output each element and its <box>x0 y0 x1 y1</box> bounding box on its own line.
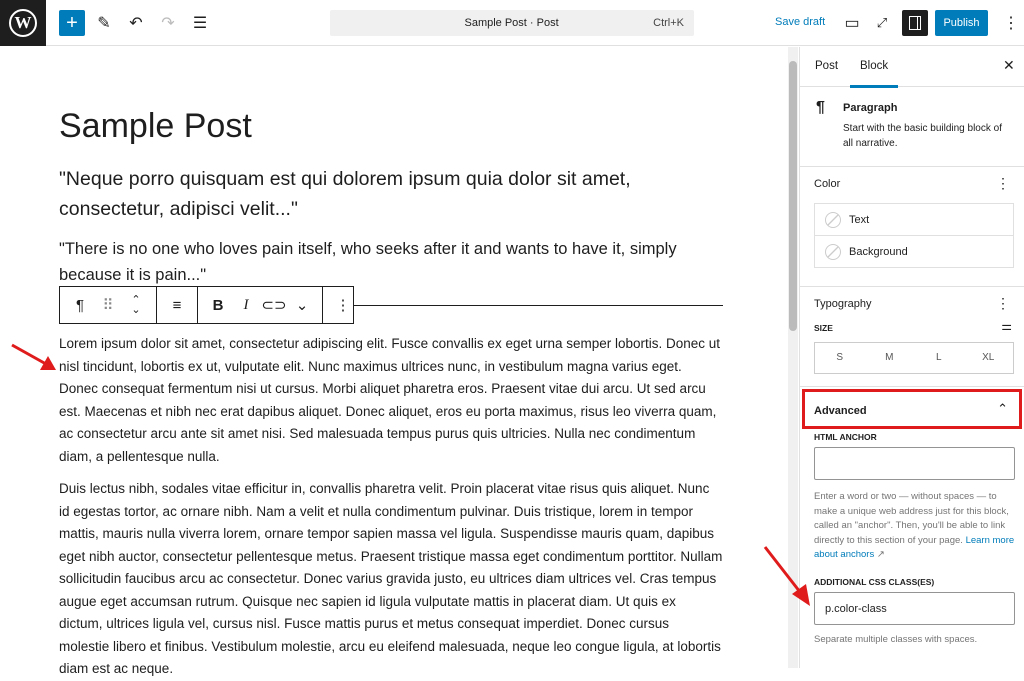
publish-button[interactable]: Publish <box>935 10 988 36</box>
move-up-down-icon[interactable]: ⌃ ⌄ <box>131 294 141 316</box>
size-label: SIZE <box>814 323 833 333</box>
shortcut-hint: Ctrl+K <box>653 17 684 29</box>
anchor-help-text: Enter a word or two — without spaces — to make a unique web address just for this block, called an "anchor". Then, you'll be able to link directly to this section of your page. Learn more about anchors ↗ <box>814 491 1015 560</box>
tab-block[interactable]: Block <box>860 60 889 72</box>
paragraph-block-icon: ¶ <box>816 99 825 116</box>
settings-toggle-button[interactable] <box>902 10 928 36</box>
bold-icon[interactable]: B <box>212 296 224 314</box>
close-icon[interactable]: ✕ <box>1003 57 1015 73</box>
css-class-input[interactable]: p.color-class <box>814 592 1015 625</box>
post-title[interactable]: Sample Post <box>59 107 252 145</box>
more-options-icon[interactable]: ⋮ <box>1003 15 1019 32</box>
html-anchor-input[interactable] <box>814 447 1015 480</box>
pen-tool-icon[interactable]: ✎ <box>97 15 111 32</box>
selected-paragraph[interactable]: Lorem ipsum dolor sit amet, consectetur adipiscing elit. Fusce convallis ex eget urna semper lobortis. Donec ut nisl tincidunt, lobortis ex ut, vulputate elit. Nunc maximus ultrices nunc, in vestibulum magna varius eget. Donec consequat fermentum nisi ut cursus. Morbi aliquet pharetra eros. Praesent vitae dui arcu. Ut sed arcu est. Maecenas et nibh nec erat dapibus aliquet. Donec aliquet, eros eu porta maximus, risus leo viverra quam, ac consectetur arcu ante sit amet nisi. Sed malesuada tempus purus quis ultricies. Nulla nec condimentum diam, a pellentesque nulla. <box>59 336 721 464</box>
top-toolbar <box>0 0 1024 46</box>
add-block-button[interactable]: + <box>59 10 85 36</box>
block-toolbar <box>59 286 354 324</box>
wordpress-logo-button[interactable] <box>0 0 46 46</box>
italic-icon[interactable]: I <box>243 296 249 313</box>
sidebar-icon <box>909 16 921 30</box>
typography-panel-title: Typography <box>814 298 872 310</box>
chevron-down-icon[interactable]: ⌄ <box>295 297 309 314</box>
chevron-up-icon[interactable]: ⌃ <box>997 401 1008 416</box>
paragraph-2[interactable]: Duis lectus nibh, sodales vitae efficitur in, convallis pharetra velit. Proin placerat vitae risus quis aliquet. Nunc id egestas tortor, ac ornare nibh. Nam a velit et nulla condimentum pulvinar. Duis tristique, lorem in tempor mattis, mauris nulla viverra lorem, ornare tempor sapien massa vel ligula. Suspendisse mauris quam, dapibus eget nibh auctor, consectetur pellentesque metus. Praesent tristique massa eget condimentum porttitor. Nullam sollicitudin faucibus arcu ac consectetur. Donec varius gravida justo, eu ultrices diam ultrices vel. Cras tempus augue eget accumsan rutrum. Quisque nec sapien id ligula vulputate mattis in placerat diam. Ut quis ex dictum, ultrices ligula vel, cursus nisl. Fusce mattis purus et metus consequat imperdiet. Donec cursus molestie libero et finibus. Vestibulum molestie, arcu eu eleifend malesuada, neque leo congue ligula, at lobortis diam est ac neque. <box>59 481 723 676</box>
preview-icon[interactable]: ▭ <box>844 15 860 32</box>
custom-size-icon[interactable]: ⚌ <box>1001 319 1012 333</box>
document-overview-icon[interactable]: ☰ <box>192 15 208 32</box>
typography-options-icon[interactable]: ⋮ <box>996 295 1010 311</box>
size-l[interactable]: L <box>935 352 942 363</box>
save-draft-button[interactable]: Save draft <box>775 16 826 28</box>
redo-icon[interactable]: ↷ <box>161 15 175 32</box>
tab-post[interactable]: Post <box>815 60 839 72</box>
annotation-arrow-icon <box>8 340 60 376</box>
color-swatch-icon <box>825 244 841 260</box>
text-color-option[interactable] <box>814 203 1014 236</box>
option-label: Text <box>849 213 870 226</box>
css-help-text: Separate multiple classes with spaces. <box>814 634 978 645</box>
learn-more-link[interactable]: Learn more about anchors <box>814 534 1015 560</box>
drag-handle-icon[interactable]: ⠿ <box>102 297 114 314</box>
link-icon[interactable]: ⊂⊃ <box>261 297 287 314</box>
quote-paragraph-1[interactable]: "Neque porro quisquam est qui dolorem ipsum quia dolor sit amet, consectetur, adipisci velit..." <box>59 168 631 220</box>
option-label: Background <box>849 245 908 258</box>
scrollbar-thumb[interactable] <box>789 61 797 331</box>
settings-sidebar <box>799 47 1024 668</box>
block-options-icon[interactable]: ⋮ <box>335 297 351 314</box>
size-s[interactable]: S <box>836 352 844 363</box>
fullscreen-icon[interactable]: ⤢ <box>876 15 888 30</box>
background-color-option[interactable] <box>814 235 1014 268</box>
font-size-picker <box>814 342 1014 374</box>
undo-icon[interactable]: ↶ <box>129 15 143 32</box>
paragraph-icon[interactable]: ¶ <box>75 296 85 314</box>
block-divider <box>354 305 723 306</box>
wordpress-icon: W <box>9 9 37 37</box>
block-description: Start with the basic building block of all narrative. <box>843 123 1002 149</box>
size-m[interactable]: M <box>885 352 894 363</box>
quote-paragraph-2[interactable]: "There is no one who loves pain itself, who seeks after it and wants to have it, simply because it is pain..." <box>59 240 677 284</box>
annotation-arrow-icon <box>760 542 816 610</box>
html-anchor-label: HTML ANCHOR <box>814 432 877 442</box>
size-xl[interactable]: XL <box>982 352 995 363</box>
command-palette[interactable] <box>330 10 694 36</box>
advanced-panel-toggle[interactable]: Advanced <box>814 405 867 417</box>
color-swatch-icon <box>825 212 841 228</box>
block-name: Paragraph <box>843 102 898 114</box>
color-options-icon[interactable]: ⋮ <box>996 175 1010 191</box>
color-panel-title: Color <box>814 178 841 190</box>
anchor-help: Enter a word or two — without spaces — to make a unique web address just for this block, called an "anchor". Then, you'll be able to link directly to this section of your page. <box>814 491 1009 546</box>
css-class-label: ADDITIONAL CSS CLASS(ES) <box>814 577 935 587</box>
highlight-box <box>802 389 1022 429</box>
document-title: Sample Post · Post <box>464 17 559 29</box>
align-icon[interactable]: ≡ <box>172 296 182 314</box>
